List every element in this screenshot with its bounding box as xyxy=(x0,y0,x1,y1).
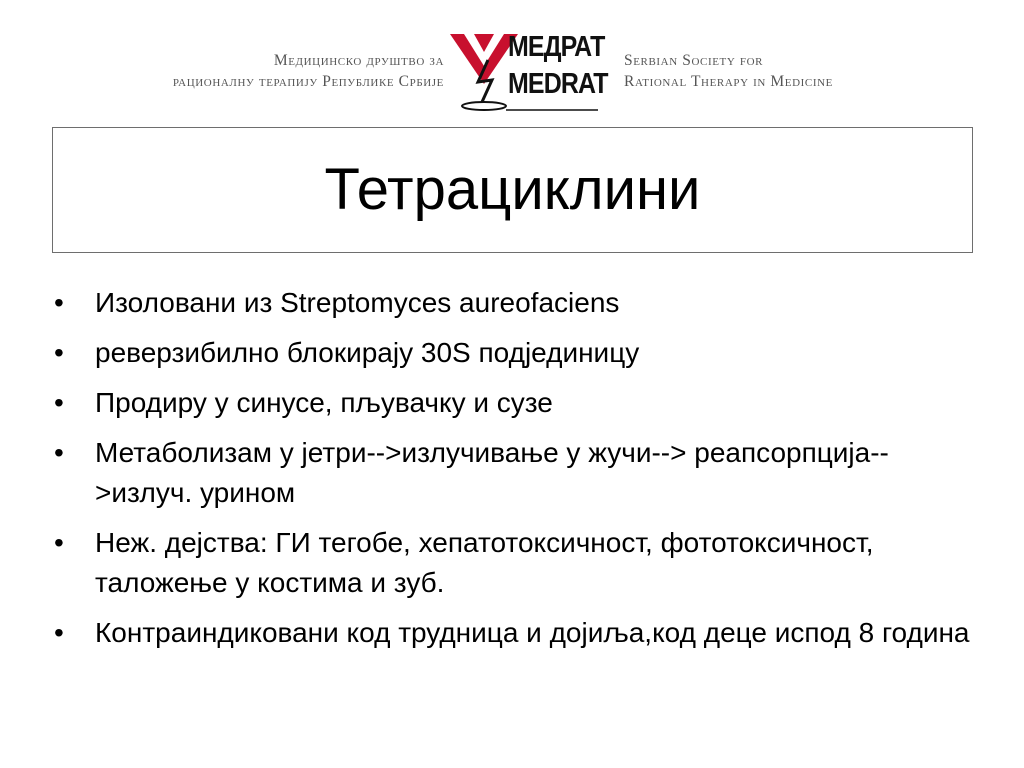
bullet-item: • Изоловани из Streptomyces aureofaciens xyxy=(54,283,984,323)
bullet-item: • Неж. дејства: ГИ тегобе, хепатотоксичност, фототоксичност, таложење у костима и зуб. xyxy=(54,523,984,603)
bullet-item: • реверзибилно блокирају 30S подјединицу xyxy=(54,333,984,373)
org-name-serbian xyxy=(173,50,444,92)
logo-text-latin: MEDRAT xyxy=(508,68,608,100)
org-name-english-line2: Rational Therapy in Medicine xyxy=(624,73,833,90)
slide-header xyxy=(0,0,1024,120)
bullet-item: • Продиру у синусе, пљувачку и сузе xyxy=(54,383,984,423)
org-name-english xyxy=(624,50,833,92)
slide-title: Тетрациклини xyxy=(324,157,701,222)
bullet-item: • Метаболизам у јетри-->излучивање у жучи--> реапсорпција-->излуч. урином xyxy=(54,433,984,513)
org-name-serbian-line2: рационалну терапију Републике Србије xyxy=(172,73,444,90)
bullet-item: • Контраиндиковани код трудница и дојиља,код деце испод 8 година xyxy=(54,613,984,653)
bullet-list xyxy=(54,283,984,663)
logo-text-cyrillic: МЕДРАТ xyxy=(508,31,605,63)
title-box xyxy=(52,127,973,253)
medrat-logo xyxy=(448,30,608,115)
org-name-english-line1: Serbian Society for xyxy=(624,52,764,69)
logo-swoosh xyxy=(462,102,506,110)
org-name-serbian-line1: Медицинско друштво за xyxy=(273,52,444,69)
